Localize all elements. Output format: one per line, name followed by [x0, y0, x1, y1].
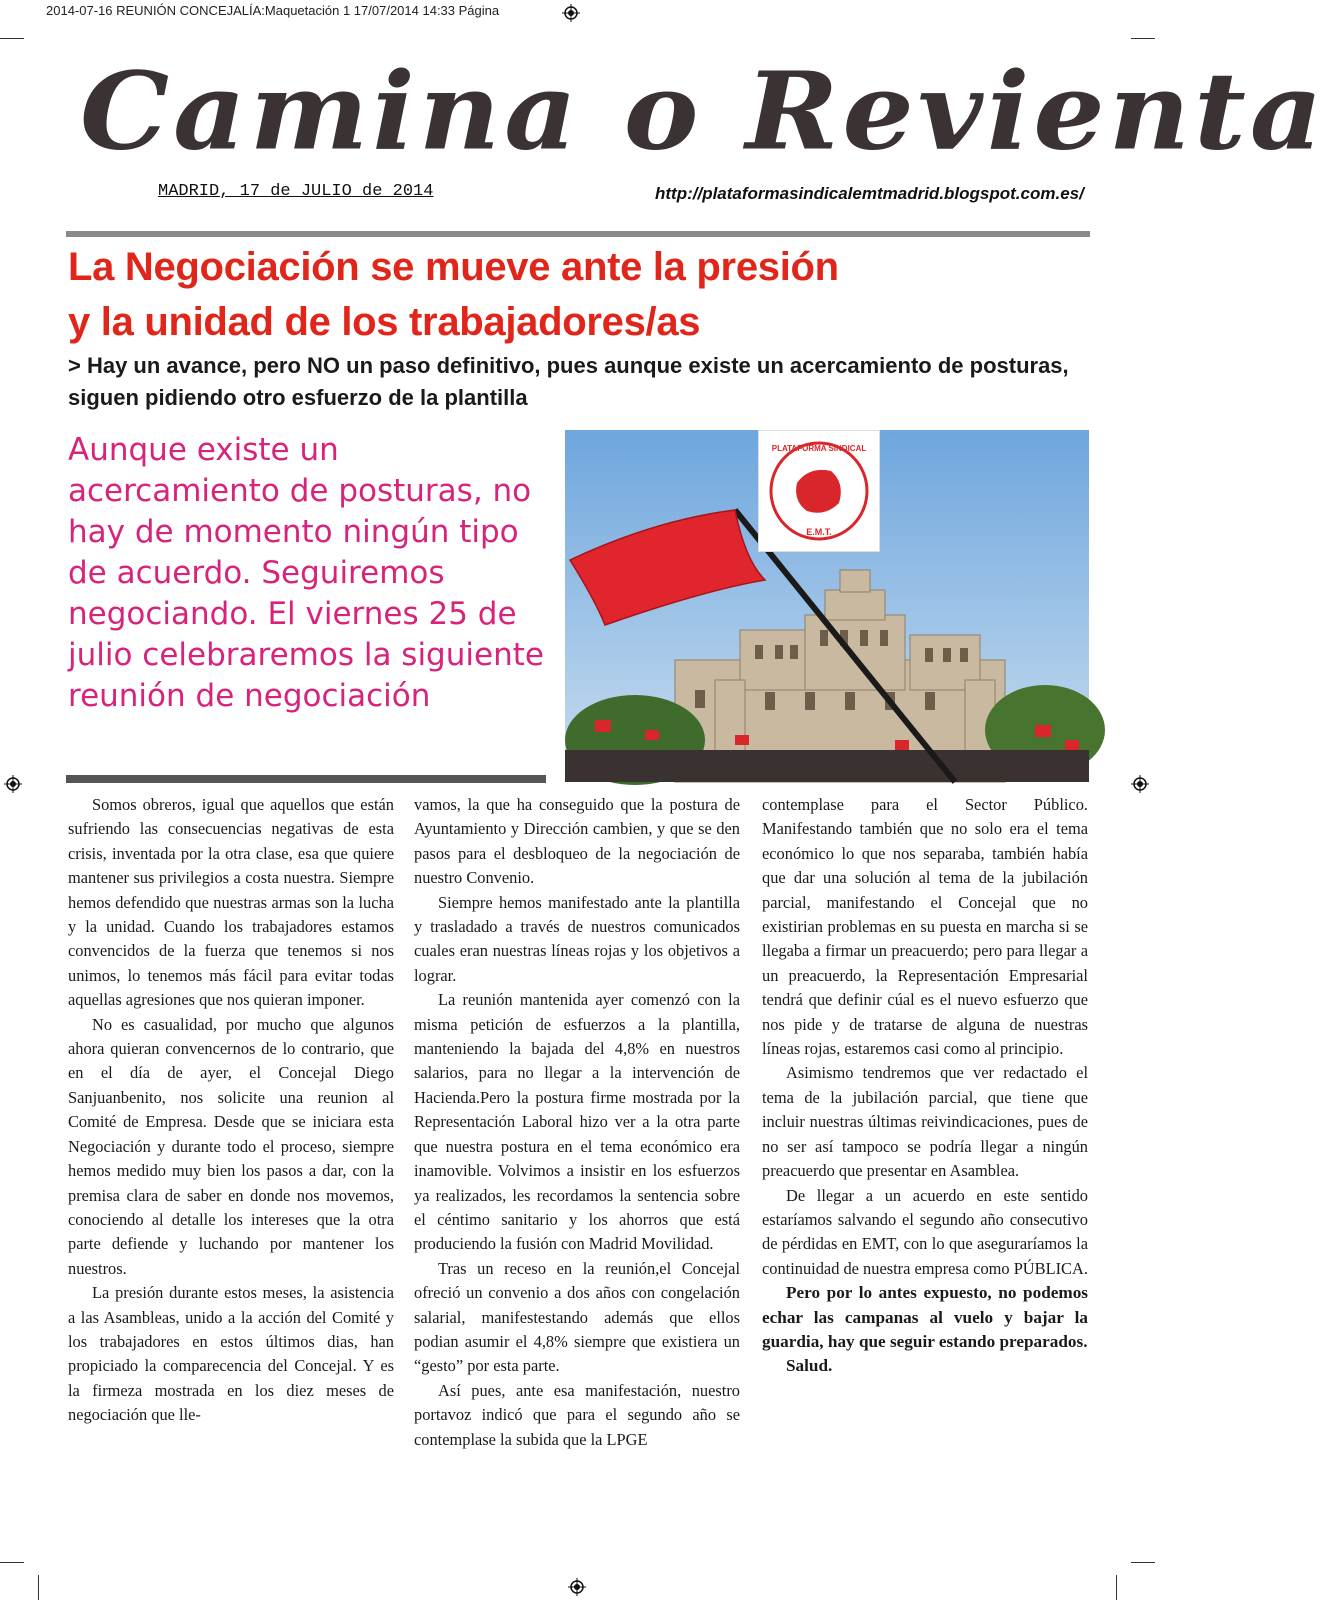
headline-line-2: y la unidad de los trabajadores/as [68, 300, 701, 344]
blog-url[interactable]: http://plataformasindicalemtmadrid.blogspot.com.es/ [655, 184, 1084, 203]
registration-mark-icon [1131, 775, 1149, 793]
paragraph: La presión durante estos meses, la asistencia a las Asambleas, unido a la acción del Comité y los trabajadores en estos últimos dias, han propiciado la comparecencia del Concejal. Y es la firmeza mostrada en los diez meses de negociación que lle- [68, 1283, 394, 1425]
section-rule [66, 775, 546, 783]
subheadline: > Hay un avance, pero NO un paso definitivo, pues aunque existe un acercamiento de posturas, siguen pidiendo otro esfuerzo de la plantilla [68, 353, 1069, 410]
headline-line-1: La Negociación se mueve ante la presión [68, 245, 839, 289]
crop-mark [1131, 38, 1155, 39]
paragraph: vamos, la que ha conseguido que la postura de Ayuntamiento y Dirección cambien, y que se den pasos para el desbloqueo de la negociación de nuestro Convenio. [414, 795, 740, 888]
article-column-1 [68, 793, 394, 1428]
registration-mark-icon [562, 4, 580, 22]
paragraph: No es casualidad, por mucho que algunos ahora quieran convencernos de lo contrario, que en el día de ayer, el Concejal Diego Sanjuanbenito, nos solicite una reunion al Comité de Empresa. Desde que se iniciara esta Negociación y durante todo el proceso, siempre hemos medido muy bien los pasos a dar, con la premisa clara de saber en donde nos movemos, conociendo al detalle los intereses que la otra parte defiende y luchando por mantener los nuestros. [68, 1014, 394, 1278]
article-column-2 [414, 793, 740, 1452]
masthead-title: Camina o Revienta [80, 49, 1326, 175]
paragraph: Tras un receso en la reunión,el Concejal ofreció un convenio a dos años con congelación salarial, manifestestando además que ellos podian asumir el 4,8% siempre que existiera un “gesto” por esta parte. [414, 1258, 740, 1376]
registration-mark-icon [4, 775, 22, 793]
paragraph: Así pues, ante esa manifestación, nuestro portavoz indicó que para el segundo año se contemplase la subida que la LPGE [414, 1380, 740, 1449]
paragraph: De llegar a un acuerdo en este sentido estaríamos salvando el segundo año consecutivo de pérdidas en EMT, con lo que aseguraríamos la continuidad de nuestra empresa como PÚBLICA. [762, 1185, 1088, 1278]
printer-slug: 2014-07-16 REUNIÓN CONCEJALÍA:Maquetación 1 17/07/2014 14:33 Página [46, 3, 500, 18]
pull-quote: Aunque existe un acercamiento de posturas, no hay de momento ningún tipo de acuerdo. Seguiremos negociando. El viernes 25 de julio celebraremos la siguiente reunión de negociación [68, 432, 544, 714]
closing-paragraph: Pero por lo antes expuesto, no podemos echar las campanas al vuelo y bajar la guardia, hay que seguir estando preparados. [762, 1283, 1088, 1351]
crop-mark [0, 38, 24, 39]
crop-mark [1131, 1562, 1155, 1563]
crop-mark [38, 1575, 39, 1600]
svg-text:PLATAFORMA SINDICAL: PLATAFORMA SINDICAL [771, 444, 867, 453]
svg-text:E.M.T.: E.M.T. [806, 527, 832, 537]
plataforma-sindical-logo [758, 430, 880, 552]
crop-mark [1116, 1575, 1117, 1600]
dateline: MADRID, 17 de JULIO de 2014 [158, 182, 434, 201]
article-column-3 [762, 793, 1088, 1379]
paragraph: contemplase para el Sector Público. Manifestando también que no solo era el tema económico lo que nos separaba, también había que dar una solución al tema de la jubilación parcial, manifestando el Concejal que no existirian problemas en su puesta en marcha si se llegaba a firmar un preacuerdo; pero para llegar a un preacuerdo, la Representación Empresarial tendrá que definir cúal es el nuevo esfuerzo que nos pide y de tratarse de alguna de nuestras líneas rojas, estaremos casi como al principio. [762, 795, 1088, 1059]
paragraph: Somos obreros, igual que aquellos que están sufriendo las consecuencias negativas de esta crisis, inventada por la otra clase, esa que quiere mantener sus privilegios a costa nuestra. Siempre hemos defendido que nuestras armas son la lucha y la unidad. Cuando los trabajadores estamos convencidos de la fuerza que tenemos si nos unimos, lo tenemos más fácil para evitar todas aquellas agresiones que nos quieran imponer. [68, 795, 394, 1010]
crop-mark [0, 1562, 24, 1563]
headline [68, 240, 1088, 350]
registration-mark-icon [568, 1578, 586, 1596]
paragraph: Asimismo tendremos que ver redactado el tema de la jubilación parcial, que tiene que incluir nuestras últimas reivindicaciones, pues de no ser así tampoco se podría llegar a ningún preacuerdo que presentar en Asamblea. [762, 1063, 1088, 1181]
paragraph: Siempre hemos manifestado ante la plantilla y trasladado a través de nuestros comunicados cuales eran nuestras líneas rojas y los objetivos a lograr. [414, 892, 740, 985]
sign-off: Salud. [786, 1356, 833, 1376]
paragraph: La reunión mantenida ayer comenzó con la misma petición de esfuerzos a la plantilla, manteniendo la bajada del 4,8% en nuestros salarios, para no llegar a la intervención de Hacienda.Pero la postura firme mostrada por la Representación Laboral hizo ver a la otra parte que nuestra postura en el tema económico era inamovible. Volvimos a insistir en los esfuerzos ya realizados, les recordamos la sentencia sobre el céntimo sanitario y los ahorros que está produciendo la fusión con Madrid Movilidad. [414, 990, 740, 1254]
header-rule [66, 231, 1090, 237]
